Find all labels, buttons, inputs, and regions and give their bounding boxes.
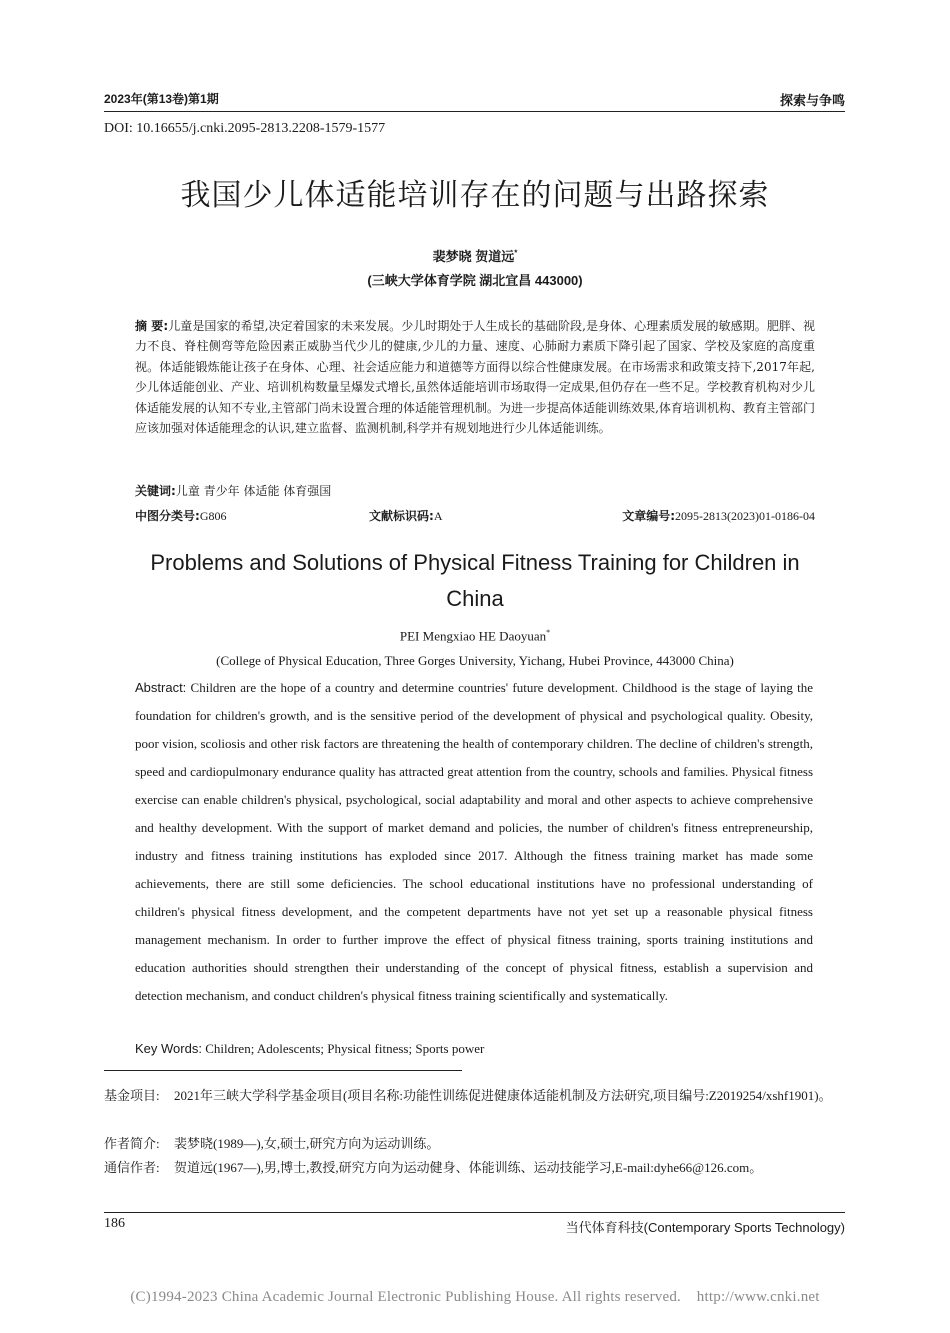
journal-name: 当代体育科技(Contemporary Sports Technology) [565, 1220, 845, 1235]
chinese-abstract [135, 316, 815, 438]
chinese-keywords-text: 儿童 青少年 体适能 体育强国 [175, 484, 332, 498]
english-abstract-text: Children are the hope of a country and determine countries' future development. Childhood is the stage of laying the foundation for children's growth, and is the sensitive period of the development of physical and psychological quality. Obesity, poor vision, scoliosis and other risk factors are threatening the health of contemporary children. The decline of children's strength, speed and cardiopulmonary endurance quality has attracted great attention from the country, schools and families. Physical fitness exercise can enable children's physical, psychological, social adaptability and moral and other aspects to achieve comprehensive and healthy development. With the support of market demand and policies, the number of children's fitness entrepreneurship, industry and fitness training institutions has exploded since 2017. Although the fitness training market has made some achievements, there are still some deficiencies. The school educational institutions have no professional understanding of children's physical fitness development, and the competent departments have not yet set up a reasonable physical fitness management mechanism. In order to further improve the effect of physical fitness training, sports training institutions and education authorities should strengthen their understanding of the concept of physical fitness, establish a supervision and detection mechanism, and conduct children's physical fitness training scientifically and systematically. [135, 680, 813, 1003]
chinese-author-names: 裴梦晓 贺道远 [432, 249, 515, 264]
chinese-affiliation: (三峡大学体育学院 湖北宜昌 443000) [367, 273, 583, 288]
english-title: Problems and Solutions of Physical Fitness Training for Children in China [150, 550, 800, 611]
corr-text: 贺道远(1967—),男,博士,教授,研究方向为运动健身、体能训练、运动技能学习,E-mail:dyhe66@126.com。 [174, 1160, 763, 1175]
copyright-watermark: (C)1994-2023 China Academic Journal Electronic Publishing House. All rights reserved. http://www.cnki.net [130, 1289, 820, 1305]
chinese-keywords [135, 482, 331, 499]
corresponding-mark: * [514, 248, 518, 258]
english-keywords-label: Key Words: [135, 1041, 202, 1056]
corresponding-mark-en: * [546, 628, 551, 637]
english-keywords [135, 1041, 484, 1057]
english-authors [0, 628, 950, 644]
english-abstract [135, 674, 813, 1010]
footnote-corresponding [104, 1156, 845, 1180]
document-code: 文献标识码:A [369, 509, 443, 523]
issue-info: 2023年(第13卷)第1期 [104, 92, 219, 106]
corr-label: 通信作者: [104, 1160, 160, 1175]
footnote-author-bio [104, 1132, 845, 1156]
doi: DOI: 10.16655/j.cnki.2095-2813.2208-1579-1577 [104, 121, 386, 136]
header-rule [104, 111, 845, 112]
bio-text: 裴梦晓(1989—),女,硕士,研究方向为运动训练。 [174, 1136, 440, 1151]
fund-label: 基金项目: [104, 1088, 160, 1103]
english-abstract-label: Abstract: [135, 680, 187, 695]
clc-code: 中图分类号:G806 [135, 509, 227, 523]
english-affiliation: (College of Physical Education, Three Gorges University, Yichang, Hubei Province, 443000 China) [216, 653, 734, 668]
column-name: 探索与争鸣 [779, 93, 845, 108]
english-author-names: PEI Mengxiao HE Daoyuan [399, 628, 547, 644]
chinese-abstract-label: 摘 要: [135, 319, 169, 333]
page-number: 186 [104, 1216, 125, 1231]
footnote-rule [104, 1070, 462, 1071]
chinese-abstract-text: 儿童是国家的希望,决定着国家的未来发展。少儿时期处于人生成长的基础阶段,是身体、心理素质发展的敏感期。肥胖、视力不良、脊柱侧弯等危险因素正威胁当代少儿的健康,少儿的力量、速度、心肺耐力素质下降引起了国家、学校及家庭的高度重视。体适能锻炼能让孩子在身体、心理、社会适应能力和道德等方面得以综合性健康发展。在市场需求和政策支持下,2017年起,少儿体适能创业、产业、培训机构数量呈爆发式增长,虽然体适能培训市场取得一定成果,但仍存在一些不足。学校教育机构对少儿体适能发展的认知不专业,主管部门尚未设置合理的体适能管理机制。为进一步提高体适能训练效果,体育培训机构、教育主管部门应该加强对体适能理念的认识,建立监督、监测机制,科学并有规划地进行少儿体适能训练。 [135, 319, 815, 436]
english-keywords-text: Children; Adolescents; Physical fitness; Sports power [205, 1041, 485, 1056]
chinese-title: 我国少儿体适能培训存在的问题与出路探索 [180, 178, 770, 213]
article-number: 文章编号:2095-2813(2023)01-0186-04 [622, 509, 815, 523]
footnote-fund [104, 1084, 845, 1108]
fund-text: 2021年三峡大学科学基金项目(项目名称:功能性训练促进健康体适能机制及方法研究,项目编号:Z2019254/xshf1901)。 [174, 1088, 832, 1103]
bio-label: 作者简介: [104, 1136, 160, 1151]
chinese-keywords-label: 关键词: [135, 484, 176, 498]
footer-rule [104, 1212, 845, 1213]
chinese-authors [0, 246, 950, 265]
